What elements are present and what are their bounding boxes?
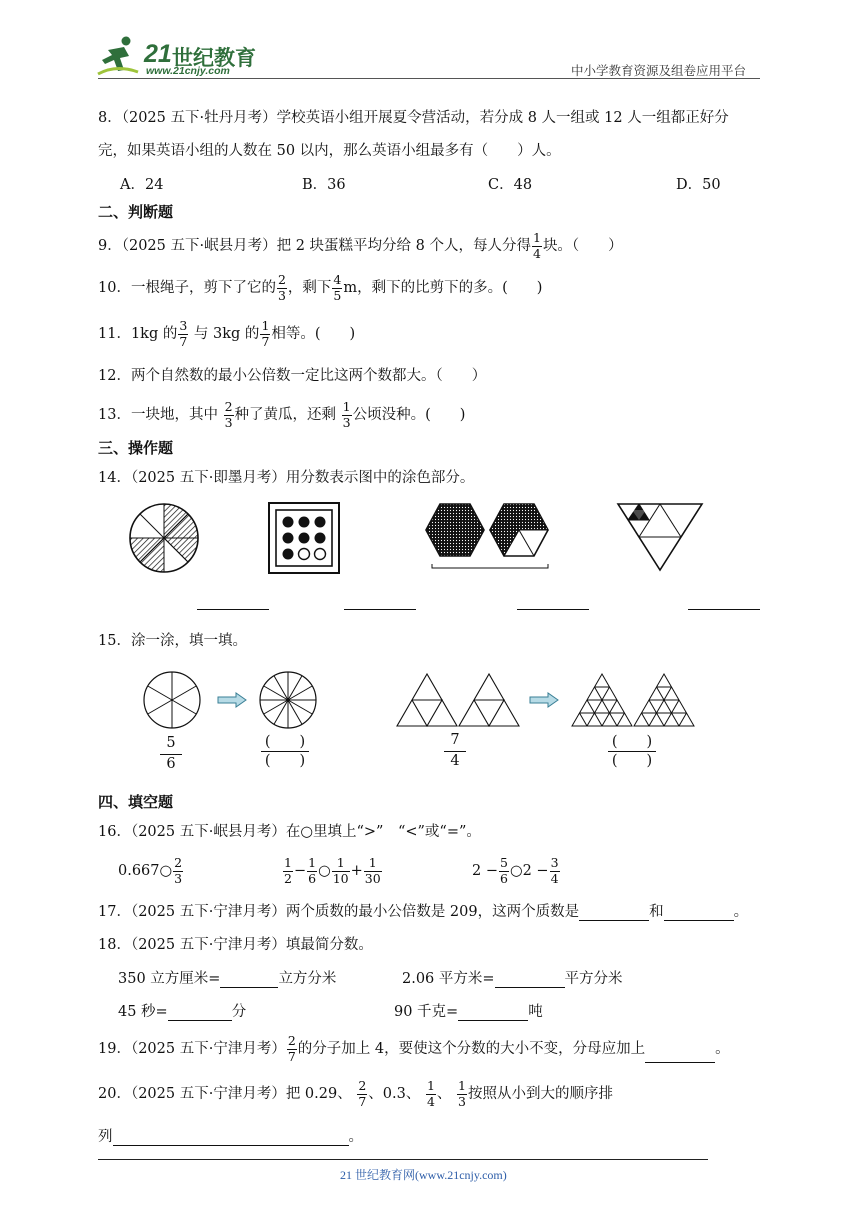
- q15-fraction-b: 7 4: [444, 733, 466, 770]
- fraction: $\frac{1}{2}$: [284, 855, 292, 886]
- q14-answer-2[interactable]: [344, 609, 416, 610]
- q15-triangles-16-parts: [570, 672, 696, 728]
- footer-text[interactable]: 21 世纪教育网(www.21cnjy.com): [340, 1168, 507, 1182]
- q15-answer-b[interactable]: ( ) ( ): [608, 733, 656, 770]
- q18: 18．（2025 五下·宁津月考）填最简分数。: [98, 937, 373, 953]
- q14-circle-figure: [128, 502, 200, 574]
- q14-triangle-figure: [616, 502, 704, 572]
- q15-triangles-4-parts: [395, 672, 521, 728]
- logo-url: www.21cnjy.com: [146, 65, 230, 77]
- q14-answer-3[interactable]: [517, 609, 589, 610]
- fraction: $\frac{3}{4}$: [550, 855, 559, 886]
- q15-circle-6-parts: [142, 670, 202, 730]
- q18-item-d: 90 千克= 吨: [394, 1004, 543, 1020]
- q20-blank[interactable]: [113, 1131, 349, 1146]
- q8-option-c[interactable]: C．48: [488, 177, 533, 193]
- q14-hexagon-figure: [422, 500, 552, 572]
- q20-line2: 列 。: [98, 1129, 363, 1145]
- q15: 15．涂一涂，填一填。: [98, 633, 247, 649]
- fraction: $\frac{4}{5}$: [333, 272, 342, 303]
- q14-answer-1[interactable]: [197, 609, 269, 610]
- section-fill-in: 四、填空题: [98, 793, 174, 811]
- q19: 19．（2025 五下·宁津月考） $\frac{2}{7}$ 的分子加上 4，要使这个分数的大小不变，分母应加上 。: [98, 1033, 730, 1064]
- q19-blank[interactable]: [645, 1048, 715, 1063]
- platform-text: 中小学教育资源及组卷应用平台: [571, 63, 747, 78]
- q18-blank-d[interactable]: [458, 1006, 528, 1021]
- section-operation: 三、操作题: [98, 439, 174, 457]
- q12: 12．两个自然数的最小公倍数一定比这两个数都大。（ ）: [98, 368, 487, 384]
- q18-blank-b[interactable]: [495, 973, 565, 988]
- arrow-right-icon: [218, 693, 246, 707]
- q18-blank-a[interactable]: [220, 973, 278, 988]
- q18-blank-c[interactable]: [168, 1006, 232, 1021]
- arrow-right-icon: [530, 693, 558, 707]
- q16-item-b: $\frac{1}{2}$ − $\frac{1}{6}$ ○ $\frac{1}{10}$ + $\frac{1}{30}$: [284, 855, 381, 886]
- q16-item-c: 2 − $\frac{5}{6}$ ○2 − $\frac{3}{4}$: [472, 855, 559, 886]
- q18-item-c: 45 秒= 分: [118, 1004, 247, 1020]
- fraction: $\frac{2}{7}$: [287, 1033, 296, 1064]
- fraction: $\frac{2}{7}$: [358, 1078, 367, 1109]
- q11: 11．1kg 的 $\frac{3}{7}$ 与 3kg 的 $\frac{1}{7}$ 相等。( ): [98, 318, 356, 349]
- q8-line2: 完，如果英语小组的人数在 50 以内，那么英语小组最多有（ ）人。: [98, 143, 561, 159]
- fraction: $\frac{1}{4}$: [532, 230, 541, 261]
- q9: 9．（2025 五下·岷县月考）把 2 块蛋糕平均分给 8 个人，每人分得 $\frac{1}{4}$ 块。（ ）: [98, 230, 623, 261]
- q16-item-a: 0.667○ $\frac{2}{3}$: [118, 855, 183, 886]
- fraction: $\frac{2}{3}$: [277, 272, 286, 303]
- q18-item-b: 2.06 平方米= 平方分米: [402, 971, 623, 987]
- q15-fraction-a: 5 6: [160, 736, 182, 773]
- q15-answer-a[interactable]: ( ) ( ): [261, 733, 309, 770]
- logo-text: 世纪教育: [172, 46, 256, 70]
- fraction: $\frac{1}{3}$: [342, 399, 351, 430]
- q17-blank-1[interactable]: [579, 906, 649, 921]
- fraction: $\frac{2}{3}$: [174, 855, 183, 886]
- q14: 14．（2025 五下·即墨月考）用分数表示图中的涂色部分。: [98, 470, 475, 486]
- footer-rule: [98, 1159, 708, 1160]
- fraction: $\frac{3}{7}$: [179, 318, 188, 349]
- fraction: $\frac{1}{10}$: [332, 855, 349, 886]
- q14-square-dots-figure: [268, 502, 340, 574]
- q14-answer-4[interactable]: [688, 609, 760, 610]
- q8-option-d[interactable]: D．50: [676, 177, 721, 193]
- header-rule: [98, 78, 760, 79]
- q18-item-a: 350 立方厘米= 立方分米: [118, 971, 337, 987]
- q20: 20．（2025 五下·宁津月考）把 0.29、 $\frac{2}{7}$ 、0.3、 $\frac{1}{4}$ 、 $\frac{1}{3}$ 按照从小到大的顺序排: [98, 1078, 613, 1109]
- section-judgement: 二、判断题: [98, 203, 174, 221]
- q17-blank-2[interactable]: [664, 906, 734, 921]
- q15-circle-12-parts: [258, 670, 318, 730]
- fraction: $\frac{1}{3}$: [458, 1078, 466, 1109]
- q16: 16．（2025 五下·岷县月考）在○里填上“>” “<”或“=”。: [98, 824, 481, 840]
- runner-logo-icon: [96, 34, 140, 78]
- header-logo: [96, 34, 266, 78]
- fraction: $\frac{5}{6}$: [499, 855, 508, 886]
- q8-option-a[interactable]: A．24: [120, 177, 164, 193]
- q8-line1: 8．（2025 五下·牡丹月考）学校英语小组开展夏令营活动，若分成 8 人一组或 12 人一组都正好分: [98, 110, 729, 126]
- fraction: $\frac{1}{30}$: [364, 855, 381, 886]
- q10: 10．一根绳子，剪下了它的 $\frac{2}{3}$ ，剩下 $\frac{4}{5}$ m，剩下的比剪下的多。( ): [98, 272, 543, 303]
- fraction: $\frac{1}{6}$: [308, 855, 317, 886]
- q8-option-b[interactable]: B．36: [302, 177, 346, 193]
- logo-number: 21: [144, 40, 172, 68]
- fraction: $\frac{1}{7}$: [261, 318, 270, 349]
- q13: 13．一块地，其中 $\frac{2}{3}$ 种了黄瓜，还剩 $\frac{1}{3}$ 公顷没种。( ): [98, 399, 466, 430]
- q17: 17．（2025 五下·宁津月考）两个质数的最小公倍数是 209，这两个质数是 和 。: [98, 904, 749, 920]
- fraction: $\frac{1}{4}$: [426, 1078, 435, 1109]
- fraction: $\frac{2}{3}$: [224, 399, 233, 430]
